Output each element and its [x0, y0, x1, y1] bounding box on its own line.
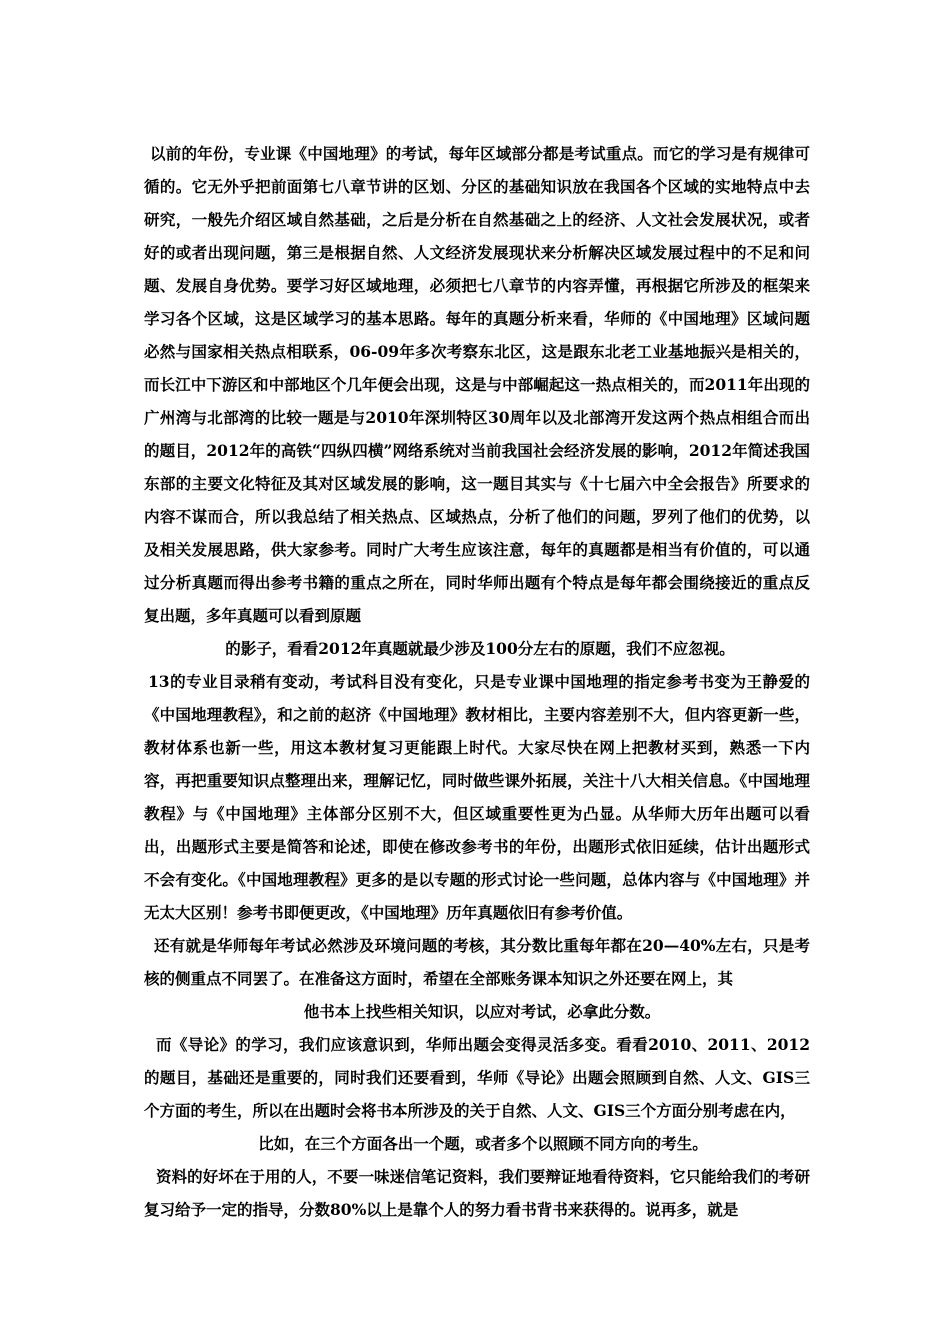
paragraph-text: 而《导论》的学习，我们应该意识到，华师出题会变得灵活多变。看看2010、2011、2012的题目，基础还是重要的，同时我们还要看到，华师《导论》出题会照顾到自然、人文、GIS三个方面的考生，所以在出题时会将书本所涉及的关于自然、人文、GIS三个方面分别考虑在内， [144, 1035, 810, 1120]
paragraph-introduction-study [144, 1028, 810, 1160]
paragraph-ending-line: 他书本上找些相关知识，以应对考试，必拿此分数。 [303, 1002, 661, 1021]
paragraph-regional-geography [144, 137, 810, 665]
paragraph-text: 13的专业目录稍有变动，考试科目没有变化，只是专业课中国地理的指定参考书变为王静爱的《中国地理教程》，和之前的赵济《中国地理》教材相比，主要内容差别不大，但内容更新一些，教材体系也新一些，用这本教材复习更能跟上时代。大家尽快在网上把教材买到，熟悉一下内容，再把重要知识点整理出来，理解记忆，同时做些课外拓展，关注十八大相关信息。《中国地理教程》与《中国地理》主体部分区别不大，但区域重要性更为凸显。从华师大历年出题可以看出，出题形式主要是简答和论述，即使在修改参考书的年份，出题形式依旧延续，估计出题形式不会有变化。《中国地理教程》更多的是以专题的形式讨论一些问题，总体内容与《中国地理》并无太大区别！参考书即便更改，《中国地理》历年真题依旧有参考价值。 [144, 672, 810, 922]
document-body [144, 137, 810, 1226]
paragraph-study-materials [144, 1160, 810, 1226]
paragraph-ending-line: 的影子，看看2012年真题就最少涉及100分左右的原题，我们不应忽视。 [225, 639, 735, 658]
paragraph-text: 以前的年份，专业课《中国地理》的考试，每年区域部分都是考试重点。而它的学习是有规律可循的。它无外乎把前面第七八章节讲的区划、分区的基础知识放在我国各个区域的实地特点中去研究，一般先介绍区域自然基础，之后是分析在自然基础之上的经济、人文社会发展状况，或者好的或者出现问题，第三是根据自然、人文经济发展现状来分析解决区域发展过程中的不足和问题、发展自身优势。要学习好区域地理，必须把七八章节的内容弄懂，再根据它所涉及的框架来学习各个区域，这是区域学习的基本思路。每年的真题分析来看，华师的《中国地理》区域问题必然与国家相关热点相联系，06-09年多次考察东北区，这是跟东北老工业基地振兴是相关的，而长江中下游区和中部地区个几年便会出现，这是与中部崛起这一热点相关的，而2011年出现的广州湾与北部湾的比较一题是与2010年深圳特区30周年以及北部湾开发这两个热点相组合而出的题目，2012年的高铁“四纵四横”网络系统对当前我国社会经济发展的影响，2012年简述我国东部的主要文化特征及其对区域发展的影响，这一题目其实与《十七届六中全会报告》所要求的内容不谋而合，所以我总结了相关热点、区域热点，分析了他们的问题，罗列了他们的优势，以及相关发展思路，供大家参考。同时广大考生应该注意，每年的真题都是相当有价值的，可以通过分析真题而得出参考书籍的重点之所在，同时华师出题有个特点是每年都会围绕接近的重点反复出题，多年真题可以看到原题 [144, 144, 810, 625]
paragraph-ending-line: 比如，在三个方面各出一个题，或者多个以照顾不同方向的考生。 [258, 1134, 708, 1153]
paragraph-environment-questions [144, 929, 810, 1028]
paragraph-text: 还有就是华师每年考试必然涉及环境问题的考核，其分数比重每年都在20—40%左右，只是考核的侧重点不同罢了。在准备这方面时，希望在全部账务课本知识之外还要在网上，其 [144, 936, 810, 988]
paragraph-text: 资料的好坏在于用的人，不要一味迷信笔记资料，我们要辩证地看待资料，它只能给我们的考研复习给予一定的指导，分数80%以上是靠个人的努力看书背书来获得的。说再多，就是 [144, 1167, 810, 1219]
paragraph-textbook-change [144, 665, 810, 929]
